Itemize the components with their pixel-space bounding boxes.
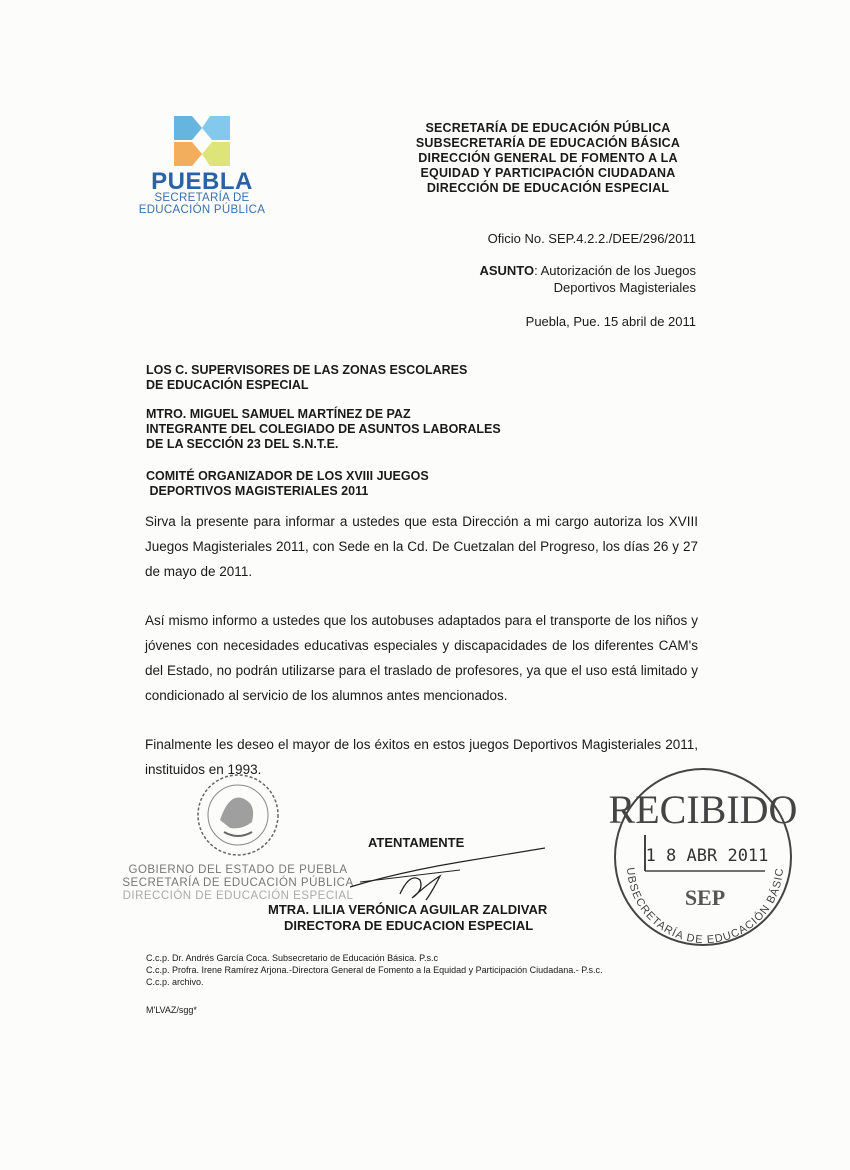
signer-title: DIRECTORA DE EDUCACION ESPECIAL bbox=[284, 918, 534, 933]
gov-stamp-line: DIRECCIÓN DE EDUCACIÓN ESPECIAL bbox=[122, 890, 354, 902]
asunto bbox=[479, 263, 696, 278]
closing-atentamente: ATENTAMENTE bbox=[368, 835, 465, 850]
addressee-line: DE LA SECCIÓN 23 DEL S.N.T.E. bbox=[146, 437, 339, 451]
addressee-line: LOS C. SUPERVISORES DE LAS ZONAS ESCOLARES bbox=[146, 363, 468, 377]
asunto-line1: : Autorización de los Juegos bbox=[534, 263, 696, 278]
ccp-line: C.c.p. Dr. Andrés García Coca. Subsecretario de Educación Básica. P.s.c bbox=[146, 953, 438, 963]
addressee-group-1 bbox=[146, 363, 467, 393]
addressee-line: DEPORTIVOS MAGISTERIALES 2011 bbox=[146, 484, 369, 498]
logo-sub-line2: EDUCACIÓN PÚBLICA bbox=[138, 204, 266, 216]
ccp-line: C.c.p. archivo. bbox=[146, 977, 204, 987]
logo-sub-line1: SECRETARÍA DE bbox=[154, 192, 250, 204]
government-stamp bbox=[118, 864, 358, 903]
asunto-label: ASUNTO bbox=[479, 263, 535, 278]
received-stamp bbox=[605, 765, 800, 950]
signer-name: MTRA. LILIA VERÓNICA AGUILAR ZALDIVAR bbox=[268, 902, 548, 917]
letterhead-line: EQUIDAD Y PARTICIPACIÓN CIUDADANA bbox=[420, 166, 676, 180]
letterhead bbox=[400, 121, 696, 196]
letterhead-line: DIRECCIÓN GENERAL DE FOMENTO A LA bbox=[418, 151, 678, 165]
ccp-line: C.c.p. Profra. Irene Ramírez Arjona.-Directora General de Fomento a la Equidad y Participación Ciudadana.- P.s.c. bbox=[146, 965, 603, 975]
gov-stamp-line: SECRETARÍA DE EDUCACIÓN PÚBLICA bbox=[122, 877, 354, 889]
addressee-line: COMITÉ ORGANIZADOR DE LOS XVIII JUEGOS bbox=[146, 469, 429, 483]
mexico-coat-of-arms-seal bbox=[190, 770, 286, 860]
carbon-copy-list bbox=[146, 952, 603, 988]
asunto-line2: Deportivos Magisteriales bbox=[553, 280, 696, 295]
addressee-group-2 bbox=[146, 407, 501, 452]
addressee-line: DE EDUCACIÓN ESPECIAL bbox=[146, 378, 309, 392]
addressee-group-3 bbox=[146, 469, 429, 499]
letterhead-line: SECRETARÍA DE EDUCACIÓN PÚBLICA bbox=[425, 121, 671, 135]
letterhead-line: SUBSECRETARÍA DE EDUCACIÓN BÁSICA bbox=[415, 136, 681, 150]
puebla-logo bbox=[132, 112, 274, 222]
logo-name: PUEBLA bbox=[151, 168, 253, 195]
oficio-number: Oficio No. SEP.4.2.2./DEE/296/2011 bbox=[487, 231, 696, 246]
stamp-date: 1 8 ABR 2011 bbox=[645, 846, 769, 866]
stamp-ring-text: UBSECRETARÍA DE EDUCACIÓN BÁSIC bbox=[623, 866, 787, 947]
letterhead-line: DIRECCIÓN DE EDUCACIÓN ESPECIAL bbox=[426, 181, 670, 195]
body-paragraph-1: Sirva la presente para informar a ustedes que esta Dirección a mi cargo autoriza los XVIII Juegos Magisteriales 2011, con Sede en la Cd. De Cuetzalan del Progreso, los días 26 y 27 de mayo de 2011. bbox=[145, 514, 698, 579]
stamp-sep: SEP bbox=[684, 885, 726, 910]
reference-initials: M'LVAZ/sgg* bbox=[146, 1005, 197, 1015]
gov-stamp-line: GOBIERNO DEL ESTADO DE PUEBLA bbox=[128, 864, 348, 876]
stamp-word: RECIBIDO bbox=[608, 787, 798, 832]
place-date: Puebla, Pue. 15 abril de 2011 bbox=[525, 314, 696, 329]
body-paragraph-2: Así mismo informo a ustedes que los autobuses adaptados para el transporte de los niños y jóvenes con necesidades educativas especiales y discapacidades de los diferentes CAM's del Estado, no podrán utilizarse para el traslado de profesores, ya que el uso está limitado y condicionado al servicio de los alumnos antes mencionados. bbox=[145, 613, 698, 703]
addressee-line: INTEGRANTE DEL COLEGIADO DE ASUNTOS LABORALES bbox=[146, 422, 501, 436]
handwritten-signature bbox=[340, 842, 550, 902]
addressee-line: MTRO. MIGUEL SAMUEL MARTÍNEZ DE PAZ bbox=[146, 407, 411, 421]
body-paragraph-3: Finalmente les deseo el mayor de los éxitos en estos juegos Deportivos Magisteriales 2011, instituidos en 1993. bbox=[145, 737, 698, 777]
